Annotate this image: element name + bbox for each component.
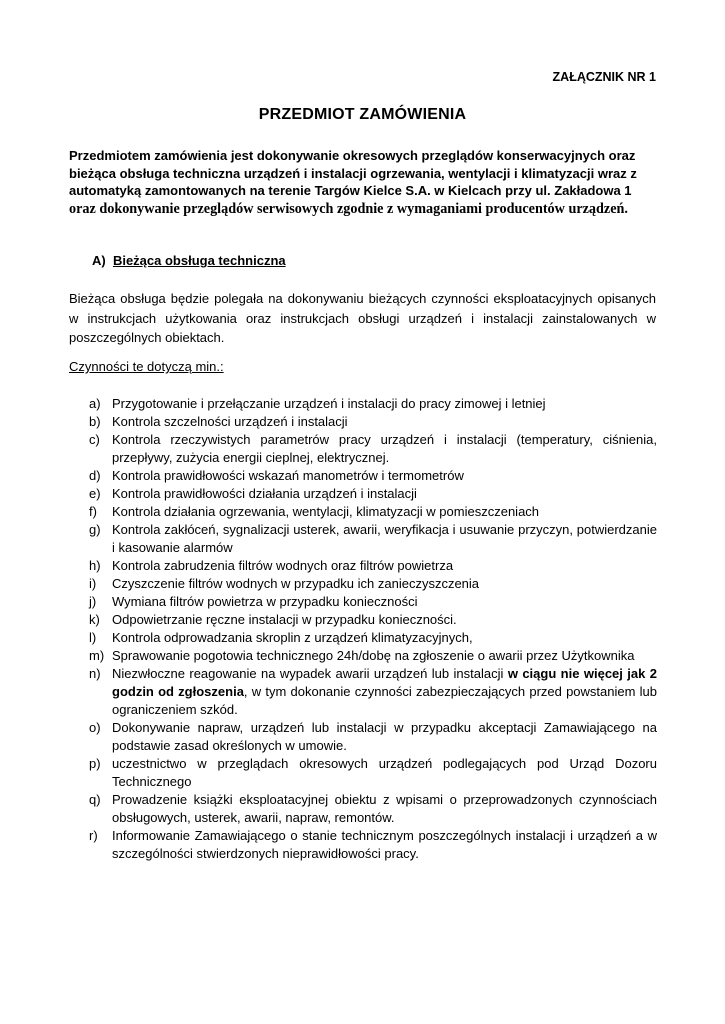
- list-item-text: Przygotowanie i przełączanie urządzeń i instalacji do pracy zimowej i letniej: [112, 396, 546, 411]
- list-item-text: uczestnictwo w przeglądach okresowych urządzeń podlegających pod Urząd Dozoru Technicznego: [112, 756, 657, 789]
- list-item-text: Kontrola działania ogrzewania, wentylacji, klimatyzacji w pomieszczeniach: [112, 504, 540, 519]
- list-item-text: Kontrola prawidłowości wskazań manometrów i termometrów: [112, 468, 464, 483]
- list-item: [69, 647, 657, 665]
- list-item: [69, 665, 657, 719]
- list-item-text: Kontrola prawidłowości działania urządzeń i instalacji: [112, 486, 417, 501]
- list-item-text: Czyszczenie filtrów wodnych w przypadku ich zanieczyszczenia: [112, 576, 480, 591]
- annex-label: ZAŁĄCZNIK NR 1: [552, 70, 656, 84]
- list-item-marker: o): [89, 720, 101, 735]
- list-item-marker: l): [89, 630, 97, 645]
- list-item: [69, 791, 657, 827]
- list-item: [69, 485, 657, 503]
- list-item-text: Dokonywanie napraw, urządzeń lub instalacji w przypadku akceptacji Zamawiającego na podstawie zasad określonych w umowie.: [112, 720, 657, 753]
- list-item: [69, 395, 657, 413]
- list-item: [69, 719, 657, 755]
- page-title: PRZEDMIOT ZAMÓWIENIA: [258, 106, 467, 123]
- list-item: [69, 611, 657, 629]
- section-a-marker: A): [92, 253, 106, 268]
- list-item-marker: e): [89, 486, 101, 501]
- list-item: [69, 521, 657, 557]
- activities-subheading: Czynności te dotyczą min.:: [69, 359, 224, 374]
- list-item-text: Kontrola zabrudzenia filtrów wodnych oraz filtrów powietrza: [112, 558, 454, 573]
- list-item-marker: c): [89, 432, 100, 447]
- list-item: [69, 575, 657, 593]
- list-item-text: Kontrola rzeczywistych parametrów pracy urządzeń i instalacji (temperatury, ciśnienia, przepływy, zużycia energii cieplnej, elektrycznej.: [112, 432, 657, 465]
- list-item-marker: i): [89, 576, 97, 591]
- list-item: [69, 467, 657, 485]
- list-item: [69, 755, 657, 791]
- list-item: [69, 557, 657, 575]
- intro-paragraph: [69, 147, 659, 218]
- list-item-marker: h): [89, 558, 101, 573]
- list-item-marker: q): [89, 792, 101, 807]
- list-item-text: Kontrola odprowadzania skroplin z urządzeń klimatyzacyjnych,: [112, 630, 473, 645]
- list-item-text: Informowanie Zamawiającego o stanie technicznym poszczególnych instalacji i urządzeń a w szczególności stwierdzonych nieprawidłowości pracy.: [112, 828, 657, 861]
- list-item-text-pre: Niezwłoczne reagowanie na wypadek awarii urządzeń lub instalacji: [112, 666, 508, 681]
- list-item: [69, 431, 657, 467]
- list-item: [69, 593, 657, 611]
- list-item-text: Odpowietrzanie ręczne instalacji w przypadku konieczności.: [112, 612, 457, 627]
- list-item: [69, 413, 657, 431]
- list-item-marker: m): [89, 648, 105, 663]
- list-item-marker: a): [89, 396, 101, 411]
- activity-list: [69, 395, 657, 863]
- intro-bold-text: Przedmiotem zamówienia jest dokonywanie okresowych przeglądów konserwacyjnych oraz bieżąca obsługa techniczna urządzeń i instalacji ogrzewania, wentylacji i klimatyzacji wraz z automatyką zamontowanych na terenie Targów Kielce S.A. w Kielcach przy ul. Zakładowa 1: [69, 148, 637, 198]
- list-item-marker: r): [89, 828, 98, 843]
- section-a-title: Bieżąca obsługa techniczna: [112, 253, 286, 268]
- list-item-text: Kontrola szczelności urządzeń i instalacji: [112, 414, 348, 429]
- list-item: [69, 827, 657, 863]
- list-item: [69, 503, 657, 521]
- intro-serif-text: oraz dokonywanie przeglądów serwisowych zgodnie z wymaganiami producentów urządzeń.: [69, 200, 628, 217]
- list-item-text: Wymiana filtrów powietrza w przypadku konieczności: [112, 594, 418, 609]
- list-item-marker: b): [89, 414, 101, 429]
- section-a-heading: [92, 253, 286, 268]
- list-item-marker: p): [89, 756, 101, 771]
- list-item-text-post: , w tym dokonanie czynności zabezpieczających przed powstaniem lub ograniczeniem szkód.: [112, 684, 657, 717]
- list-item-marker: g): [89, 522, 101, 537]
- list-item-marker: d): [89, 468, 101, 483]
- list-item-text-bold: w ciągu nie więcej jak 2 godzin od zgłoszenia: [112, 666, 657, 699]
- list-item: [69, 629, 657, 647]
- list-item-marker: j): [89, 594, 97, 609]
- section-a-paragraph: Bieżąca obsługa będzie polegała na dokonywaniu bieżących czynności eksploatacyjnych opisanych w instrukcjach użytkowania oraz instrukcjach obsługi urządzeń i instalacji zainstalowanych w poszczególnych obiektach.: [69, 291, 656, 345]
- list-item-marker: n): [89, 666, 101, 681]
- list-item-marker: f): [89, 504, 97, 519]
- list-item-text: Sprawowanie pogotowia technicznego 24h/dobę na zgłoszenie o awarii przez Użytkownika: [112, 648, 635, 663]
- list-item-marker: k): [89, 612, 100, 627]
- list-item-text: Prowadzenie książki eksploatacyjnej obiektu z wpisami o przeprowadzonych czynnościach obsługowych, usterek, awarii, napraw, remontów.: [112, 792, 657, 825]
- list-item-text: Kontrola zakłóceń, sygnalizacji usterek, awarii, weryfikacja i usuwanie przyczyn, potwierdzanie i kasowanie alarmów: [112, 522, 657, 555]
